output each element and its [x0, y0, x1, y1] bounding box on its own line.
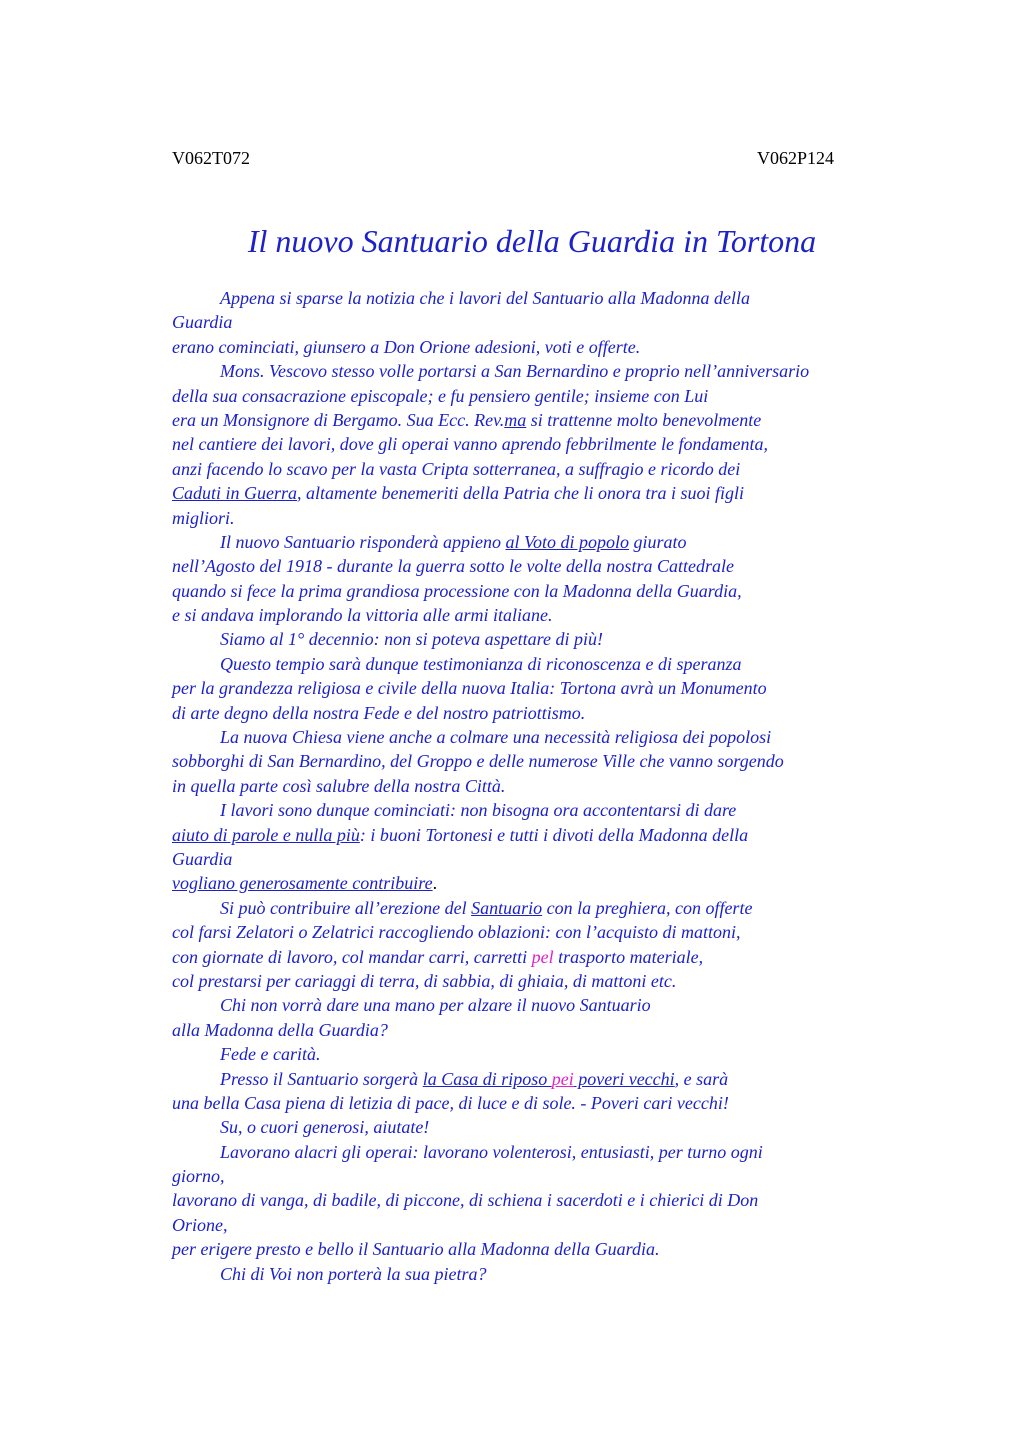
text-line: alla Madonna della Guardia?	[172, 1019, 388, 1040]
text-line: La nuova Chiesa viene anche a colmare una necessità religiosa dei popolosi	[220, 727, 772, 748]
text-line: della sua consacrazione episcopale; e fu pensiero gentile; insieme con Lui	[172, 385, 709, 406]
underlined-text: la Casa di riposo	[422, 1068, 552, 1089]
text-span: : i buoni Tortonesi e tutti i divoti della Madonna della	[359, 824, 749, 845]
highlighted-word: pel	[531, 946, 554, 967]
article-body	[172, 286, 912, 1286]
text-line: e si andava implorando la vittoria alle armi italiane.	[172, 605, 553, 626]
text-span: Si può contribuire all’erezione del	[220, 897, 472, 918]
text-line: per erigere presto e bello il Santuario alla Madonna della Guardia.	[172, 1239, 660, 1260]
text-line: Fede e carità.	[220, 1044, 321, 1065]
text-span: Il nuovo Santuario risponderà appieno	[220, 531, 506, 552]
text-span: con la preghiera, con offerte	[542, 897, 753, 918]
text-line: Chi di Voi non porterà la sua pietra?	[220, 1263, 487, 1284]
underlined-text: poveri vecchi	[573, 1068, 675, 1089]
article-title: Il nuovo Santuario della Guardia in Tortona	[247, 223, 817, 259]
document-code-left: V062T072	[172, 148, 250, 168]
text-span: si trattenne molto benevolmente	[526, 409, 762, 430]
text-line: Siamo al 1° decennio: non si poteva aspettare di più!	[220, 629, 603, 650]
text-span: con giornate di lavoro, col mandar carri, carretti	[172, 946, 532, 967]
underlined-text: ma	[504, 409, 527, 430]
text-line: Orione,	[172, 1214, 228, 1235]
page-code-right: V062P124	[757, 148, 835, 168]
text-span: , altamente benemeriti della Patria che li onora tra i suoi figli	[297, 483, 744, 504]
text-span: giurato	[629, 531, 687, 552]
text-line: di arte degno della nostra Fede e del nostro patriottismo.	[172, 702, 586, 723]
period-mark: .	[432, 873, 438, 894]
text-line	[172, 408, 912, 432]
text-line	[172, 481, 912, 505]
text-line: per la grandezza religiosa e civile della nuova Italia: Tortona avrà un Monumento	[172, 678, 767, 699]
text-line: I lavori sono dunque cominciati: non bisogna ora accontentarsi di dare	[220, 800, 737, 821]
text-line: Guardia	[172, 312, 233, 333]
text-line: lavorano di vanga, di badile, di piccone, di schiena i sacerdoti e i chierici di Don	[172, 1190, 759, 1211]
text-line: quando si fece la prima grandiosa processione con la Madonna della Guardia,	[172, 580, 742, 601]
text-span: trasporto materiale,	[553, 946, 704, 967]
underlined-text: al Voto di popolo	[505, 531, 630, 552]
underlined-text: vogliano generosamente contribuire	[172, 873, 433, 894]
text-line: col prestarsi per cariaggi di terra, di sabbia, di ghiaia, di mattoni etc.	[172, 970, 677, 991]
text-span: era un Monsignore di Bergamo. Sua Ecc. Rev.	[172, 409, 505, 430]
text-line: Questo tempio sarà dunque testimonianza di riconoscenza e di speranza	[220, 653, 742, 674]
text-line: una bella Casa piena di letizia di pace, di luce e di sole. - Poveri cari vecchi!	[172, 1092, 729, 1113]
text-span: , e sarà	[674, 1068, 729, 1089]
text-line: sobborghi di San Bernardino, del Groppo e delle numerose Ville che vanno sorgendo	[172, 751, 784, 772]
text-line: erano cominciati, giunsero a Don Orione adesioni, voti e offerte.	[172, 336, 641, 357]
text-line: in quella parte così salubre della nostra Città.	[172, 775, 506, 796]
text-line: Lavorano alacri gli operai: lavorano volenterosi, entusiasti, per turno ogni	[220, 1141, 763, 1162]
text-line: Chi non vorrà dare una mano per alzare il nuovo Santuario	[220, 995, 651, 1016]
text-line: anzi facendo lo scavo per la vasta Cripta sotterranea, a suffragio e ricordo dei	[172, 458, 741, 479]
text-line: migliori.	[172, 507, 235, 528]
text-line	[172, 896, 912, 920]
text-line: nel cantiere dei lavori, dove gli operai vanno aprendo febbrilmente le fondamenta,	[172, 434, 769, 455]
text-line	[172, 530, 912, 554]
text-line	[172, 823, 912, 847]
text-line: Su, o cuori generosi, aiutate!	[220, 1117, 430, 1138]
underlined-text: Santuario	[471, 897, 543, 918]
text-line	[172, 871, 912, 895]
underlined-text: aiuto di parole e nulla più	[172, 824, 360, 845]
text-line	[172, 945, 912, 969]
underlined-text: Caduti in Guerra	[172, 483, 298, 504]
text-line: giorno,	[172, 1166, 225, 1187]
highlighted-word: pei	[551, 1068, 574, 1089]
text-line: Appena si sparse la notizia che i lavori del Santuario alla Madonna della	[220, 288, 750, 308]
text-span: Presso il Santuario sorgerà	[220, 1068, 423, 1089]
text-line: Guardia	[172, 848, 233, 869]
text-line	[172, 1067, 912, 1091]
text-line: nell’Agosto del 1918 - durante la guerra sotto le volte della nostra Cattedrale	[172, 556, 734, 577]
text-line: col farsi Zelatori o Zelatrici raccogliendo oblazioni: con l’acquisto di mattoni,	[172, 922, 741, 943]
text-line: Mons. Vescovo stesso volle portarsi a San Bernardino e proprio nell’anniversario	[220, 361, 810, 382]
